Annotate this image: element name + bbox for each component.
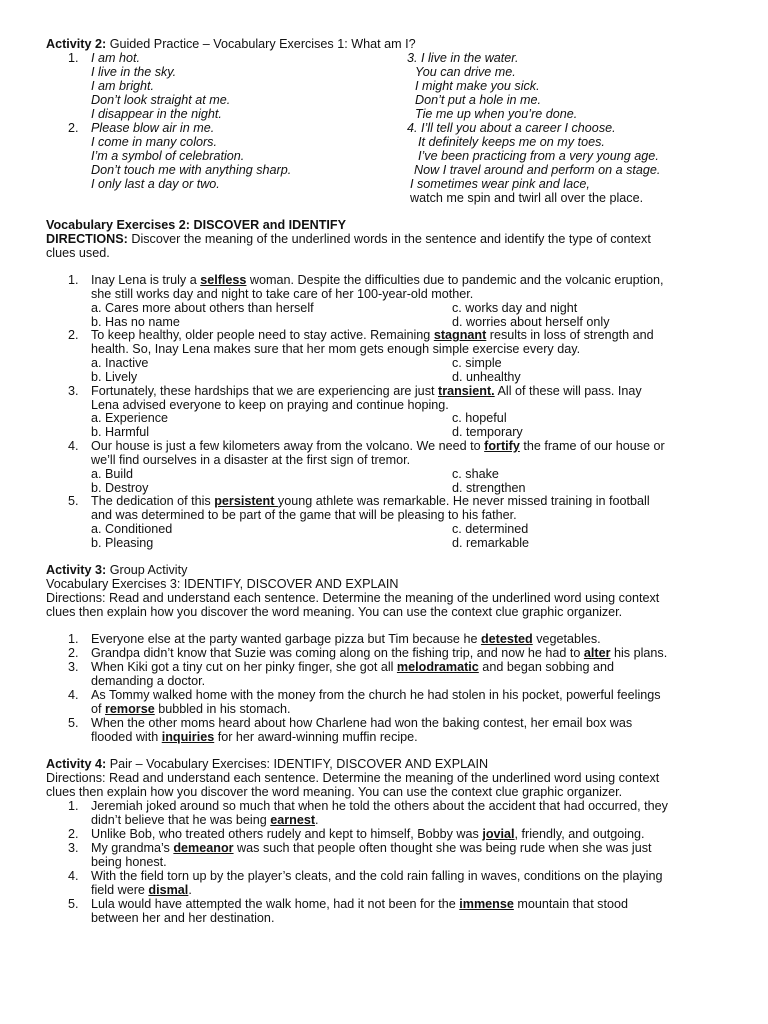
sentence-text: we’ll find ourselves in a disaster at the first sign of tremor. [91, 453, 411, 467]
choice-d: d. remarkable [452, 536, 529, 550]
activity3-directions: clues then explain how you discover the word meaning. You can use the context clue graphic organizer. [46, 605, 623, 619]
choice-c: c. determined [452, 522, 529, 536]
vocab2-item-number: 1. [68, 273, 79, 287]
activity4-directions: Directions: Read and understand each sentence. Determine the meaning of the underlined word using context [46, 771, 660, 785]
riddle-3-line: You can drive me. [415, 65, 516, 79]
sentence-text: mountain that stood [513, 897, 628, 911]
sentence-text: and was determined to be part of the game that will be pleasing to his father. [91, 508, 517, 522]
riddle-4-line: I’ve been practicing from a very young age. [418, 149, 659, 163]
vocab2-item-number: 3. [68, 384, 79, 398]
choice-d: d. strengthen [452, 481, 526, 495]
sentence-text: she still works day and night to take care of her 100-year-old mother. [91, 287, 474, 301]
riddle-3-line: Tie me up when you’re done. [415, 107, 578, 121]
activity4-item-sentence [91, 842, 652, 856]
activity3-item-number: 4. [68, 688, 79, 702]
choice-a: a. Build [91, 467, 134, 481]
sentence-text: of [91, 702, 106, 716]
vocab2-directions-label: DIRECTIONS: [46, 232, 128, 246]
activity3-label: Activity 3: [46, 563, 107, 577]
sentence-text: flooded with [91, 730, 162, 744]
sentence-text: Grandpa didn’t know that Suzie was coming along on the fishing trip, and now he had to [91, 646, 584, 660]
sentence-text: results in loss of strength and [486, 328, 654, 342]
sentence-text: was such that people often thought she was being rude when she was just [233, 841, 652, 855]
target-word: alter [583, 646, 611, 660]
riddle-2-number: 2. [68, 121, 79, 135]
target-word: demeanor [173, 841, 234, 855]
sentence-text: The dedication of this [91, 494, 215, 508]
activity3-item-number: 3. [68, 660, 79, 674]
target-word: immense [459, 897, 514, 911]
activity3-directions: Directions: Read and understand each sentence. Determine the meaning of the underlined word using context [46, 591, 660, 605]
choice-d: d. temporary [452, 425, 523, 439]
activity3-item-sentence [91, 703, 291, 717]
vocab2-directions-text: Discover the meaning of the underlined words in the sentence and identify the type of context [127, 232, 651, 246]
sentence-text: between her and her destination. [91, 911, 275, 925]
sentence-text: With the field torn up by the player’s cleats, and the cold rain falling in waves, conditions on the playing [91, 869, 663, 883]
choice-c: c. hopeful [452, 411, 507, 425]
choice-c: c. works day and night [452, 301, 578, 315]
target-word: selfless [200, 273, 247, 287]
target-word: stagnant [433, 328, 487, 342]
sentence-text: Our house is just a few kilometers away from the volcano. We need to [91, 439, 485, 453]
choice-a: a. Cares more about others than herself [91, 301, 314, 315]
vocab2-item-sentence [91, 385, 642, 399]
sentence-text: woman. Despite the difficulties due to pandemic and the volcanic eruption, [246, 273, 664, 287]
choice-b: b. Has no name [91, 315, 180, 329]
sentence-text: vegetables. [532, 632, 601, 646]
activity2-title: Guided Practice – Vocabulary Exercises 1: What am I? [106, 37, 416, 51]
riddle-4-line: Now I travel around and perform on a stage. [414, 163, 661, 177]
choice-b: b. Pleasing [91, 536, 154, 550]
sentence-text: Jeremiah joked around so much that when he told the others about the accident that had occurred, they [91, 799, 668, 813]
activity4-item-sentence [91, 898, 628, 912]
sentence-text: young athlete was remarkable. He never missed training in football [277, 494, 650, 508]
target-word: detested [480, 632, 533, 646]
activity3-item-number: 5. [68, 716, 79, 730]
activity4-item-number: 1. [68, 799, 79, 813]
sentence-text: the frame of our house or [519, 439, 665, 453]
activity3-title: Group Activity [106, 563, 188, 577]
sentence-text: Lena advised everyone to keep on praying and continue hoping. [91, 398, 449, 412]
activity3-item-sentence [91, 731, 418, 745]
riddle-1-line: I live in the sky. [91, 65, 177, 79]
activity4-item-number: 2. [68, 827, 79, 841]
target-word: persistent [214, 494, 278, 508]
activity4-item-number: 5. [68, 897, 79, 911]
riddle-1-line: I am hot. [91, 51, 140, 65]
vocab2-item-sentence [91, 440, 665, 454]
activity2-label: Activity 2: [46, 37, 107, 51]
activity4-label: Activity 4: [46, 757, 107, 771]
sentence-text: My grandma’s [91, 841, 174, 855]
riddle-4-line: I sometimes wear pink and lace, [410, 177, 590, 191]
sentence-text: field were [91, 883, 149, 897]
riddle-1-line: I disappear in the night. [91, 107, 222, 121]
activity4-heading [46, 758, 488, 772]
vocab2-item-number: 5. [68, 494, 79, 508]
sentence-text: Inay Lena is truly a [91, 273, 201, 287]
vocab2-item-number: 4. [68, 439, 79, 453]
choice-d: d. worries about herself only [452, 315, 610, 329]
sentence-text: When the other moms heard about how Charlene had won the baking contest, her email box was [91, 716, 633, 730]
riddle-4-line: watch me spin and twirl all over the place. [410, 191, 644, 205]
vocab2-item-number: 2. [68, 328, 79, 342]
activity4-item-sentence [91, 828, 645, 842]
sentence-text: Unlike Bob, who treated others rudely and kept to himself, Bobby was [91, 827, 483, 841]
sentence-text: and began sobbing and [478, 660, 614, 674]
activity3-item-sentence [91, 633, 601, 647]
riddle-1-line: I am bright. [91, 79, 154, 93]
sentence-text: To keep healthy, older people need to stay active. Remaining [91, 328, 434, 342]
vocab2-directions-text: clues used. [46, 246, 110, 260]
activity3-item-number: 1. [68, 632, 79, 646]
riddle-2-line: Please blow air in me. [91, 121, 215, 135]
activity4-item-sentence [91, 814, 319, 828]
target-word: jovial [482, 827, 515, 841]
riddle-2-line: I only last a day or two. [91, 177, 220, 191]
sentence-text: for her award-winning muffin recipe. [214, 730, 418, 744]
target-word: inquiries [161, 730, 215, 744]
sentence-text: Fortunately, these hardships that we are experiencing are just [91, 384, 438, 398]
target-word: melodramatic [396, 660, 479, 674]
target-word: transient. [438, 384, 495, 398]
choice-a: a. Experience [91, 411, 169, 425]
activity3-item-sentence [91, 647, 667, 661]
choice-c: c. simple [452, 356, 502, 370]
vocab2-directions [46, 233, 651, 247]
vocab2-item-sentence [91, 274, 663, 288]
riddle-3-line: Don’t put a hole in me. [415, 93, 542, 107]
choice-a: a. Conditioned [91, 522, 173, 536]
choice-d: d. unhealthy [452, 370, 521, 384]
sentence-text: his plans. [610, 646, 668, 660]
vocab2-item-sentence [91, 495, 650, 509]
sentence-text: Lula would have attempted the walk home, had it not been for the [91, 897, 460, 911]
activity3-subtitle: Vocabulary Exercises 3: IDENTIFY, DISCOVER AND EXPLAIN [46, 577, 399, 591]
target-word: earnest [270, 813, 316, 827]
sentence-text: demanding a doctor. [91, 674, 206, 688]
choice-b: b. Harmful [91, 425, 150, 439]
activity4-item-sentence [91, 884, 192, 898]
vocab2-title: Vocabulary Exercises 2: DISCOVER and IDENTIFY [46, 218, 347, 232]
riddle-3-line: 3. I live in the water. [407, 51, 519, 65]
activity4-directions: clues then explain how you discover the word meaning. You can use the context clue graphic organizer. [46, 785, 623, 799]
sentence-text: As Tommy walked home with the money from the church he had stolen in his pocket, powerful feelings [91, 688, 661, 702]
activity3-heading [46, 564, 187, 578]
riddle-1-number: 1. [68, 51, 79, 65]
sentence-text: All of these will pass. Inay [494, 384, 642, 398]
target-word: fortify [484, 439, 520, 453]
choice-a: a. Inactive [91, 356, 149, 370]
riddle-2-line: Don’t touch me with anything sharp. [91, 163, 292, 177]
activity3-item-sentence [91, 661, 614, 675]
choice-c: c. shake [452, 467, 499, 481]
sentence-text: . [188, 883, 192, 897]
sentence-text: When Kiki got a tiny cut on her pinky finger, she got all [91, 660, 397, 674]
target-word: dismal [148, 883, 189, 897]
activity4-item-number: 3. [68, 841, 79, 855]
riddle-1-line: Don’t look straight at me. [91, 93, 231, 107]
riddle-2-line: I come in many colors. [91, 135, 217, 149]
vocab2-item-sentence [91, 329, 654, 343]
riddle-4-line: 4. I’ll tell you about a career I choose. [407, 121, 616, 135]
target-word: remorse [105, 702, 155, 716]
activity3-item-number: 2. [68, 646, 79, 660]
choice-b: b. Destroy [91, 481, 149, 495]
sentence-text: , friendly, and outgoing. [514, 827, 645, 841]
sentence-text: being honest. [91, 855, 167, 869]
sentence-text: Everyone else at the party wanted garbage pizza but Tim because he [91, 632, 481, 646]
riddle-2-line: I’m a symbol of celebration. [91, 149, 245, 163]
sentence-text: health. So, Inay Lena makes sure that her mom gets enough simple exercise every day. [91, 342, 581, 356]
sentence-text: bubbled in his stomach. [154, 702, 291, 716]
activity4-item-number: 4. [68, 869, 79, 883]
sentence-text: . [315, 813, 319, 827]
sentence-text: didn’t believe that he was being [91, 813, 271, 827]
riddle-3-line: I might make you sick. [415, 79, 540, 93]
choice-b: b. Lively [91, 370, 138, 384]
riddle-4-line: It definitely keeps me on my toes. [418, 135, 605, 149]
activity4-title: Pair – Vocabulary Exercises: IDENTIFY, DISCOVER AND EXPLAIN [106, 757, 489, 771]
activity2-heading [46, 38, 416, 52]
